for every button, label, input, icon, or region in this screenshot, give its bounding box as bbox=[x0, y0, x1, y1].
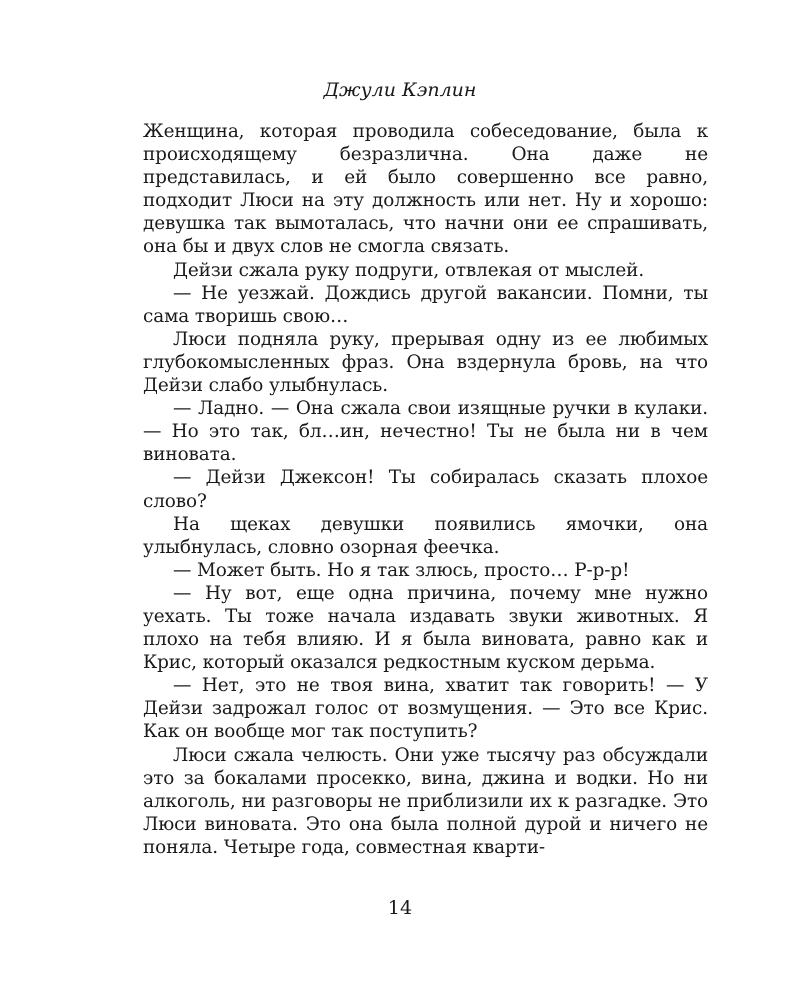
paragraph-5: — Ладно. — Она сжала свои изящные ручки в кулаки. — Но это так, бл…ин, нечестно! Ты не была ни в чем виновата. bbox=[143, 398, 708, 466]
body-text bbox=[143, 120, 708, 859]
paragraph-2: Дейзи сжала руку подруги, отвлекая от мыслей. bbox=[173, 259, 645, 281]
paragraph-6: — Дейзи Джексон! Ты собиралась сказать плохое слово? bbox=[143, 467, 708, 512]
paragraph-10: — Нет, это не твоя вина, хватит так говорить! — У Дейзи задрожал голос от возмущения. — Это все Крис. Как он вообще мог так поступить? bbox=[143, 675, 708, 743]
paragraph-7: На щеках девушки появились ямочки, она улыбнулась, словно озорная феечка. bbox=[143, 513, 708, 558]
paragraph-4: Люси подняла руку, прерывая одну из ее любимых глубокомысленных фраз. Она вздернула бровь, на что Дейзи слабо улыбнулась. bbox=[143, 328, 708, 397]
paragraph-1: Женщина, которая проводила собеседование, была к происходящему безразлична. Она даже не представилась, и ей было совершенно все равно, подходит Люси на эту должность или нет. Ну и хорошо: девушка так вымоталась, что начни они ее спрашивать, она бы и двух слов не смогла связать. bbox=[143, 121, 708, 258]
running-header-author: Джули Кэплин bbox=[323, 79, 477, 101]
page-number: 14 bbox=[387, 897, 413, 919]
paragraph-3: — Не уезжай. Дождись другой вакансии. Помни, ты сама творишь свою… bbox=[143, 282, 708, 327]
paragraph-11: Люси сжала челюсть. Они уже тысячу раз обсуждали это за бокалами просекко, вина, джина и водки. Но ни алкоголь, ни разговоры не приблизили их к разгадке. Это Люси виновата. Это она была полной дурой и ничего не поняла. Четыре года, совместная кварти- bbox=[143, 744, 708, 858]
paragraph-8: — Может быть. Но я так злюсь, просто… Р-р-р! bbox=[173, 559, 630, 581]
paragraph-9: — Ну вот, еще одна причина, почему мне нужно уехать. Ты тоже начала издавать звуки животных. Я плохо на тебя влияю. И я была виновата, равно как и Крис, который оказался редкостным куском дерьма. bbox=[143, 582, 708, 674]
